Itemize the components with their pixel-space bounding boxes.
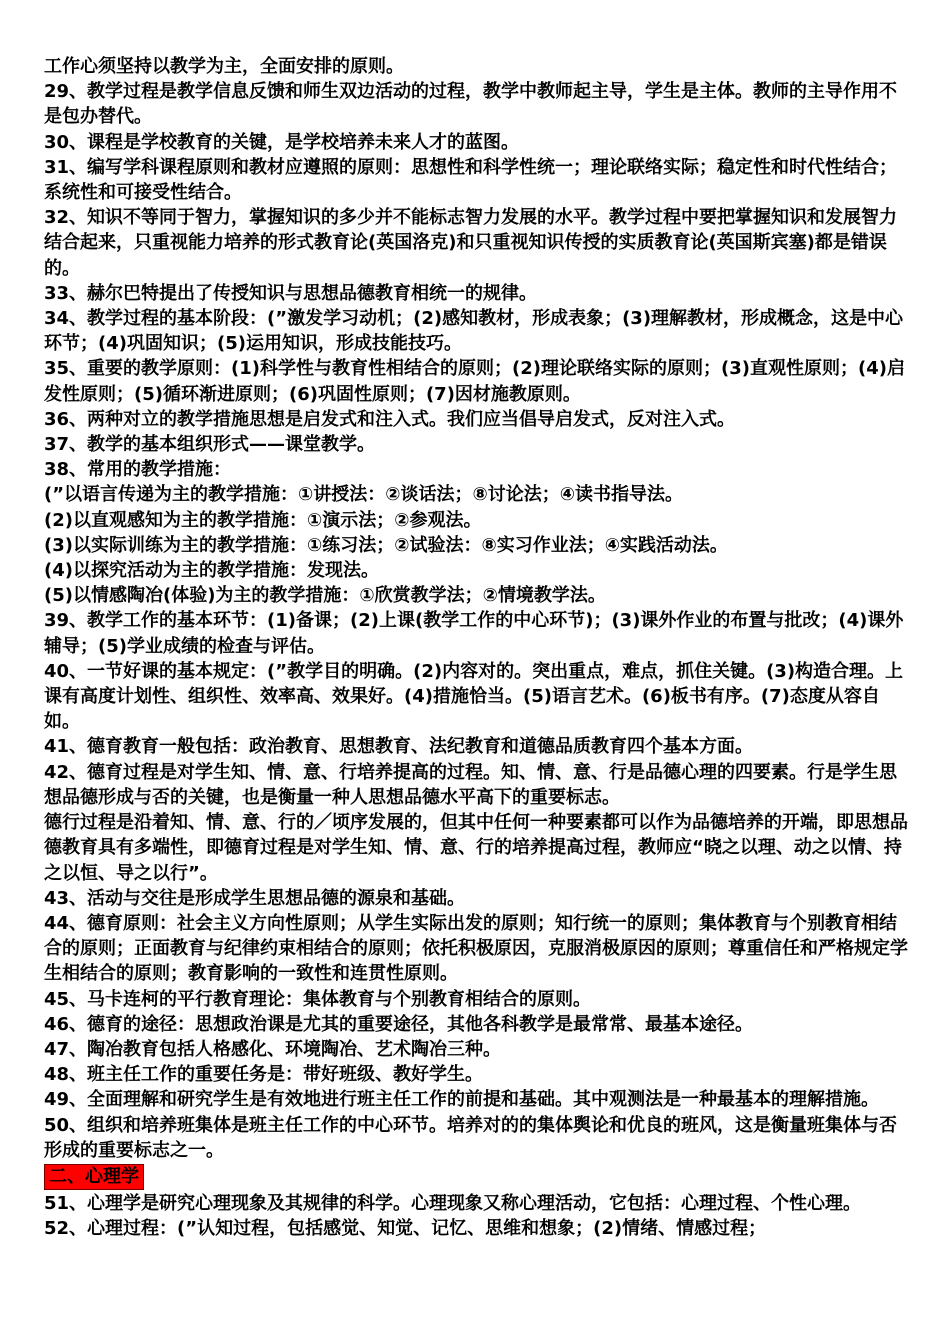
paragraph: 47、陶冶教育包括人格感化、环境陶冶、艺术陶冶三种。 [44, 1038, 502, 1060]
paragraph: 44、德育原则：社会主义方向性原则；从学生实际出发的原则；知行统一的原则；集体教育与个别教育相结合的原则；正面教育与纪律约束相结合的原则；依托积极原因，克服消极原因的原则；尊重信任和严格规定学生相结合的原则；教育影响的一致性和连贯性原则。 [44, 912, 908, 985]
paragraph: 工作心须坚持以教学为主，全面安排的原则。 [44, 56, 404, 77]
paragraph: 29、教学过程是教学信息反馈和师生双边活动的过程，教学中教师起主导，学生是主体。教师的主导作用不是包办替代。 [44, 81, 898, 128]
paragraph: 32、知识不等同于智力，掌握知识的多少并不能标志智力发展的水平。教学过程中要把掌握知识和发展智力结合起来，只重视能力培养的形式教育论(英国洛克)和只重视知识传授的实质教育论(英国斯宾塞)都是错误的。 [44, 207, 898, 279]
paragraph: 37、教学的基本组织形式——课堂教学。 [44, 434, 376, 456]
paragraph: 33、赫尔巴特提出了传授知识与思想品德教育相统一的规律。 [44, 282, 538, 304]
paragraph: (4)以探究活动为主的教学措施：发现法。 [44, 560, 379, 582]
paragraph: 50、组织和培养班集体是班主任工作的中心环节。培养对的的集体舆论和优良的班风，这是衡量班集体与否形成的重要标志之一。 [44, 1114, 898, 1161]
paragraph: (5)以情感陶冶(体验)为主的教学措施：①欣赏教学法；②情境教学法。 [44, 585, 606, 607]
paragraph: 31、编写学科课程原则和教材应遵照的原则：思想性和科学性统一；理论联络实际；稳定性和时代性结合；系统性和可接受性结合。 [44, 156, 898, 204]
paragraph: 51、心理学是研究心理现象及其规律的科学。心理现象又称心理活动，它包括：心理过程、个性心理。 [44, 1192, 862, 1214]
paragraph: 38、常用的教学措施： [44, 459, 232, 481]
paragraph: 34、教学过程的基本阶段：(”激发学习动机；(2)感知教材，形成表象；(3)理解教材，形成概念，这是中心环节；(4)巩固知识；(5)运用知识，形成技能技巧。 [44, 308, 904, 355]
paragraph: (2)以直观感知为主的教学措施：①演示法；②参观法。 [44, 509, 482, 531]
paragraph: 40、一节好课的基本规定：(”教学目的明确。(2)内容对的。突出重点，难点，抓住关键。(3)构造合理。上课有高度计划性、组织性、效率高、效果好。(4)措施恰当。(5)语言艺术。(6)板书有序。(7)态度从容自如。 [44, 660, 904, 733]
paragraph-group [44, 1191, 910, 1241]
paragraph: (”以语言传递为主的教学措施：①讲授法：②谈话法；⑧讨论法；④读书指导法。 [44, 484, 684, 506]
paragraph: 42、德育过程是对学生知、情、意、行培养提高的过程。知、情、意、行是品德心理的四要素。行是学生思想品德形成与否的关键，也是衡量一种人思想品德水平高下的重要标志。 [44, 761, 898, 808]
paragraph: 48、班主任工作的重要任务是：带好班级、教好学生。 [44, 1064, 484, 1086]
paragraph: 43、活动与交往是形成学生思想品德的源泉和基础。 [44, 887, 466, 909]
paragraph: (3)以实际训练为主的教学措施：①练习法；②试验法：⑧实习作业法；④实践活动法。 [44, 534, 728, 556]
section-heading-row [44, 1164, 910, 1190]
paragraph: 45、马卡连柯的平行教育理论：集体教育与个别教育相结合的原则。 [44, 988, 592, 1010]
section-heading: 二、心理学 [44, 1164, 144, 1190]
paragraph: 41、德育教育一般包括：政治教育、思想教育、法纪教育和道德品质教育四个基本方面。 [44, 736, 754, 758]
paragraph: 49、全面理解和研究学生是有效地进行班主任工作的前提和基础。其中观测法是一种最基本的理解措施。 [44, 1089, 880, 1111]
paragraph: 46、德育的途径：思想政治课是尤其的重要途径，其他各科教学是最常常、最基本途径。 [44, 1013, 754, 1035]
paragraph-group [44, 54, 910, 1163]
paragraph: 30、课程是学校教育的关键，是学校培养未来人才的蓝图。 [44, 131, 520, 153]
paragraph: 35、重要的教学原则：(1)科学性与教育性相结合的原则；(2)理论联络实际的原则；(3)直观性原则；(4)启发性原则；(5)循环渐进原则；(6)巩固性原则；(7)因材施教原则。 [44, 358, 905, 405]
paragraph: 52、心理过程：(”认知过程，包括感觉、知觉、记忆、思维和想象；(2)情绪、情感过程； [44, 1218, 767, 1240]
paragraph: 德行过程是沿着知、情、意、行的／顷序发展的，但其中任何一种要素都可以作为品德培养的开端，即思想品德教育具有多端性，即德育过程是对学生知、情、意、行的培养提高过程，教师应“晓之以理、动之以情、持之以恒、导之以行”。 [44, 812, 908, 884]
paragraph: 39、教学工作的基本环节：(1)备课；(2)上课(教学工作的中心环节)；(3)课外作业的布置与批改；(4)课外辅导；(5)学业成绩的检查与评估。 [44, 610, 904, 657]
paragraph: 36、两种对立的教学措施思想是启发式和注入式。我们应当倡导启发式，反对注入式。 [44, 408, 736, 430]
